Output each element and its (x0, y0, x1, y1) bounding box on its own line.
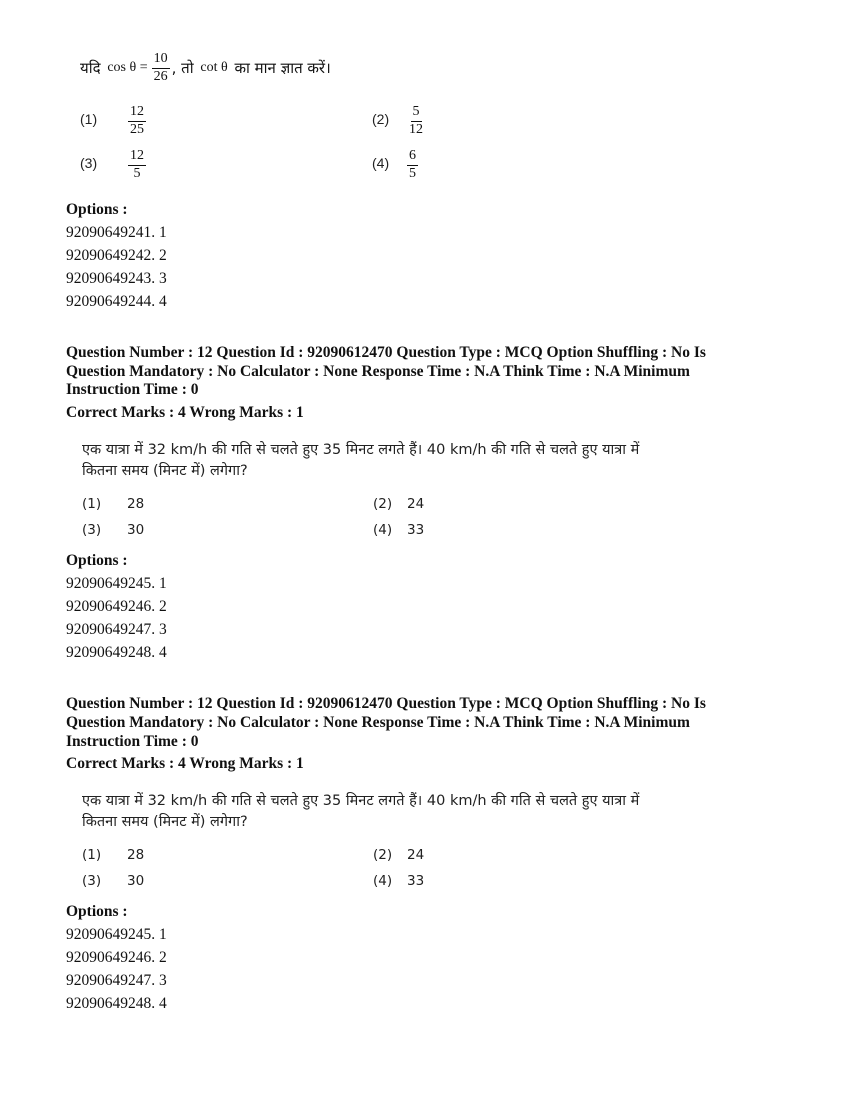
question-meta-line: Instruction Time : 0 (66, 381, 199, 398)
choice-label: (1) (80, 111, 98, 127)
q1-choice-2 (372, 111, 389, 129)
choice-label: (2) (373, 496, 393, 512)
fraction-numerator: 5 (411, 105, 422, 122)
choice-label: (2) (373, 847, 393, 863)
choice-label: (3) (80, 155, 98, 171)
choice-4-value (407, 521, 424, 539)
choice-label: (1) (82, 847, 102, 863)
choice-1 (82, 495, 101, 513)
fraction-numerator: 12 (128, 149, 146, 166)
question-text-line: एक यात्रा में 32 km/h की गति से चलते हुए 35 मिनट लगते हैं। 40 km/h की गति से चलते हुए यात्रा में (82, 442, 640, 458)
fraction-denominator: 12 (409, 121, 423, 137)
q1-option-line: 92090649243. 3 (66, 270, 167, 287)
options-heading: Options : (66, 903, 128, 920)
option-line: 92090649246. 2 (66, 949, 167, 966)
options-heading: Options : (66, 552, 128, 569)
q1-cot-label: cot θ (200, 60, 228, 76)
question-meta-line: Instruction Time : 0 (66, 733, 199, 750)
q1-option-line: 92090649242. 2 (66, 247, 167, 264)
question-text-line: कितना समय (मिनट में) लगेगा? (82, 814, 248, 830)
choice-value: 33 (407, 873, 425, 889)
q1-choice-1-fraction (126, 102, 148, 137)
question-meta-line: Question Mandatory : No Calculator : None Response Time : N.A Think Time : N.A Minimum (66, 714, 690, 731)
fraction-numerator: 6 (407, 149, 418, 166)
q1-choice-2-fraction (405, 102, 427, 137)
q1-choice-4-fraction (405, 146, 420, 181)
q1-suffix-a: , तो (171, 59, 194, 78)
choice-1-value (127, 495, 144, 513)
choice-3 (82, 872, 101, 890)
choice-value: 30 (127, 873, 145, 889)
q1-choice-4 (372, 155, 389, 173)
q1-choice-3-fraction (126, 146, 148, 181)
choice-3 (82, 521, 101, 539)
option-line: 92090649246. 2 (66, 598, 167, 615)
choice-value: 28 (127, 496, 145, 512)
q1-choice-1 (80, 111, 97, 129)
choice-4 (373, 521, 392, 539)
q1-question-text (80, 52, 331, 84)
q1-option-line: 92090649244. 4 (66, 293, 167, 310)
choice-value: 24 (407, 847, 425, 863)
q1-given-fraction (152, 52, 170, 84)
choice-value: 28 (127, 847, 145, 863)
question-meta-line: Question Number : 12 Question Id : 92090612470 Question Type : MCQ Option Shuffling : No Is (66, 695, 706, 712)
choice-1-value (127, 846, 144, 864)
choice-2 (373, 495, 392, 513)
choice-label: (3) (82, 873, 102, 889)
option-line: 92090649247. 3 (66, 972, 167, 989)
choice-3-value (127, 872, 144, 890)
fraction-denominator: 5 (409, 165, 416, 181)
choice-label: (2) (372, 111, 390, 127)
choice-value: 30 (127, 522, 145, 538)
choice-3-value (127, 521, 144, 539)
choice-1 (82, 846, 101, 864)
fraction-denominator: 26 (153, 68, 168, 84)
choice-4 (373, 872, 392, 890)
option-line: 92090649245. 1 (66, 575, 167, 592)
choice-value: 33 (407, 522, 425, 538)
fraction-denominator: 5 (133, 165, 141, 181)
choice-value: 24 (407, 496, 425, 512)
question-meta-line: Question Number : 12 Question Id : 92090612470 Question Type : MCQ Option Shuffling : No Is (66, 344, 706, 361)
choice-2 (373, 846, 392, 864)
q1-cos-label: cos θ = (107, 60, 148, 76)
marks-line: Correct Marks : 4 Wrong Marks : 1 (66, 404, 304, 421)
fraction-denominator: 25 (130, 121, 144, 137)
choice-4-value (407, 872, 424, 890)
choice-2-value (407, 495, 424, 513)
q1-options-heading: Options : (66, 201, 128, 218)
choice-label: (4) (372, 155, 390, 171)
option-line: 92090649248. 4 (66, 995, 167, 1012)
option-line: 92090649248. 4 (66, 644, 167, 661)
fraction-numerator: 12 (128, 105, 146, 122)
q1-prefix: यदि (80, 59, 101, 78)
choice-label: (1) (82, 496, 102, 512)
option-line: 92090649245. 1 (66, 926, 167, 943)
choice-label: (3) (82, 522, 102, 538)
choice-label: (4) (373, 873, 393, 889)
question-meta-line: Question Mandatory : No Calculator : None Response Time : N.A Think Time : N.A Minimum (66, 363, 690, 380)
fraction-numerator: 10 (152, 52, 170, 69)
marks-line: Correct Marks : 4 Wrong Marks : 1 (66, 755, 304, 772)
question-text-line: कितना समय (मिनट में) लगेगा? (82, 463, 248, 479)
choice-label: (4) (373, 522, 393, 538)
option-line: 92090649247. 3 (66, 621, 167, 638)
q1-choice-3 (80, 155, 97, 173)
q1-suffix-b: का मान ज्ञात करें। (234, 59, 331, 78)
choice-2-value (407, 846, 424, 864)
q1-option-line: 92090649241. 1 (66, 224, 167, 241)
question-text-line: एक यात्रा में 32 km/h की गति से चलते हुए 35 मिनट लगते हैं। 40 km/h की गति से चलते हुए यात्रा में (82, 793, 640, 809)
